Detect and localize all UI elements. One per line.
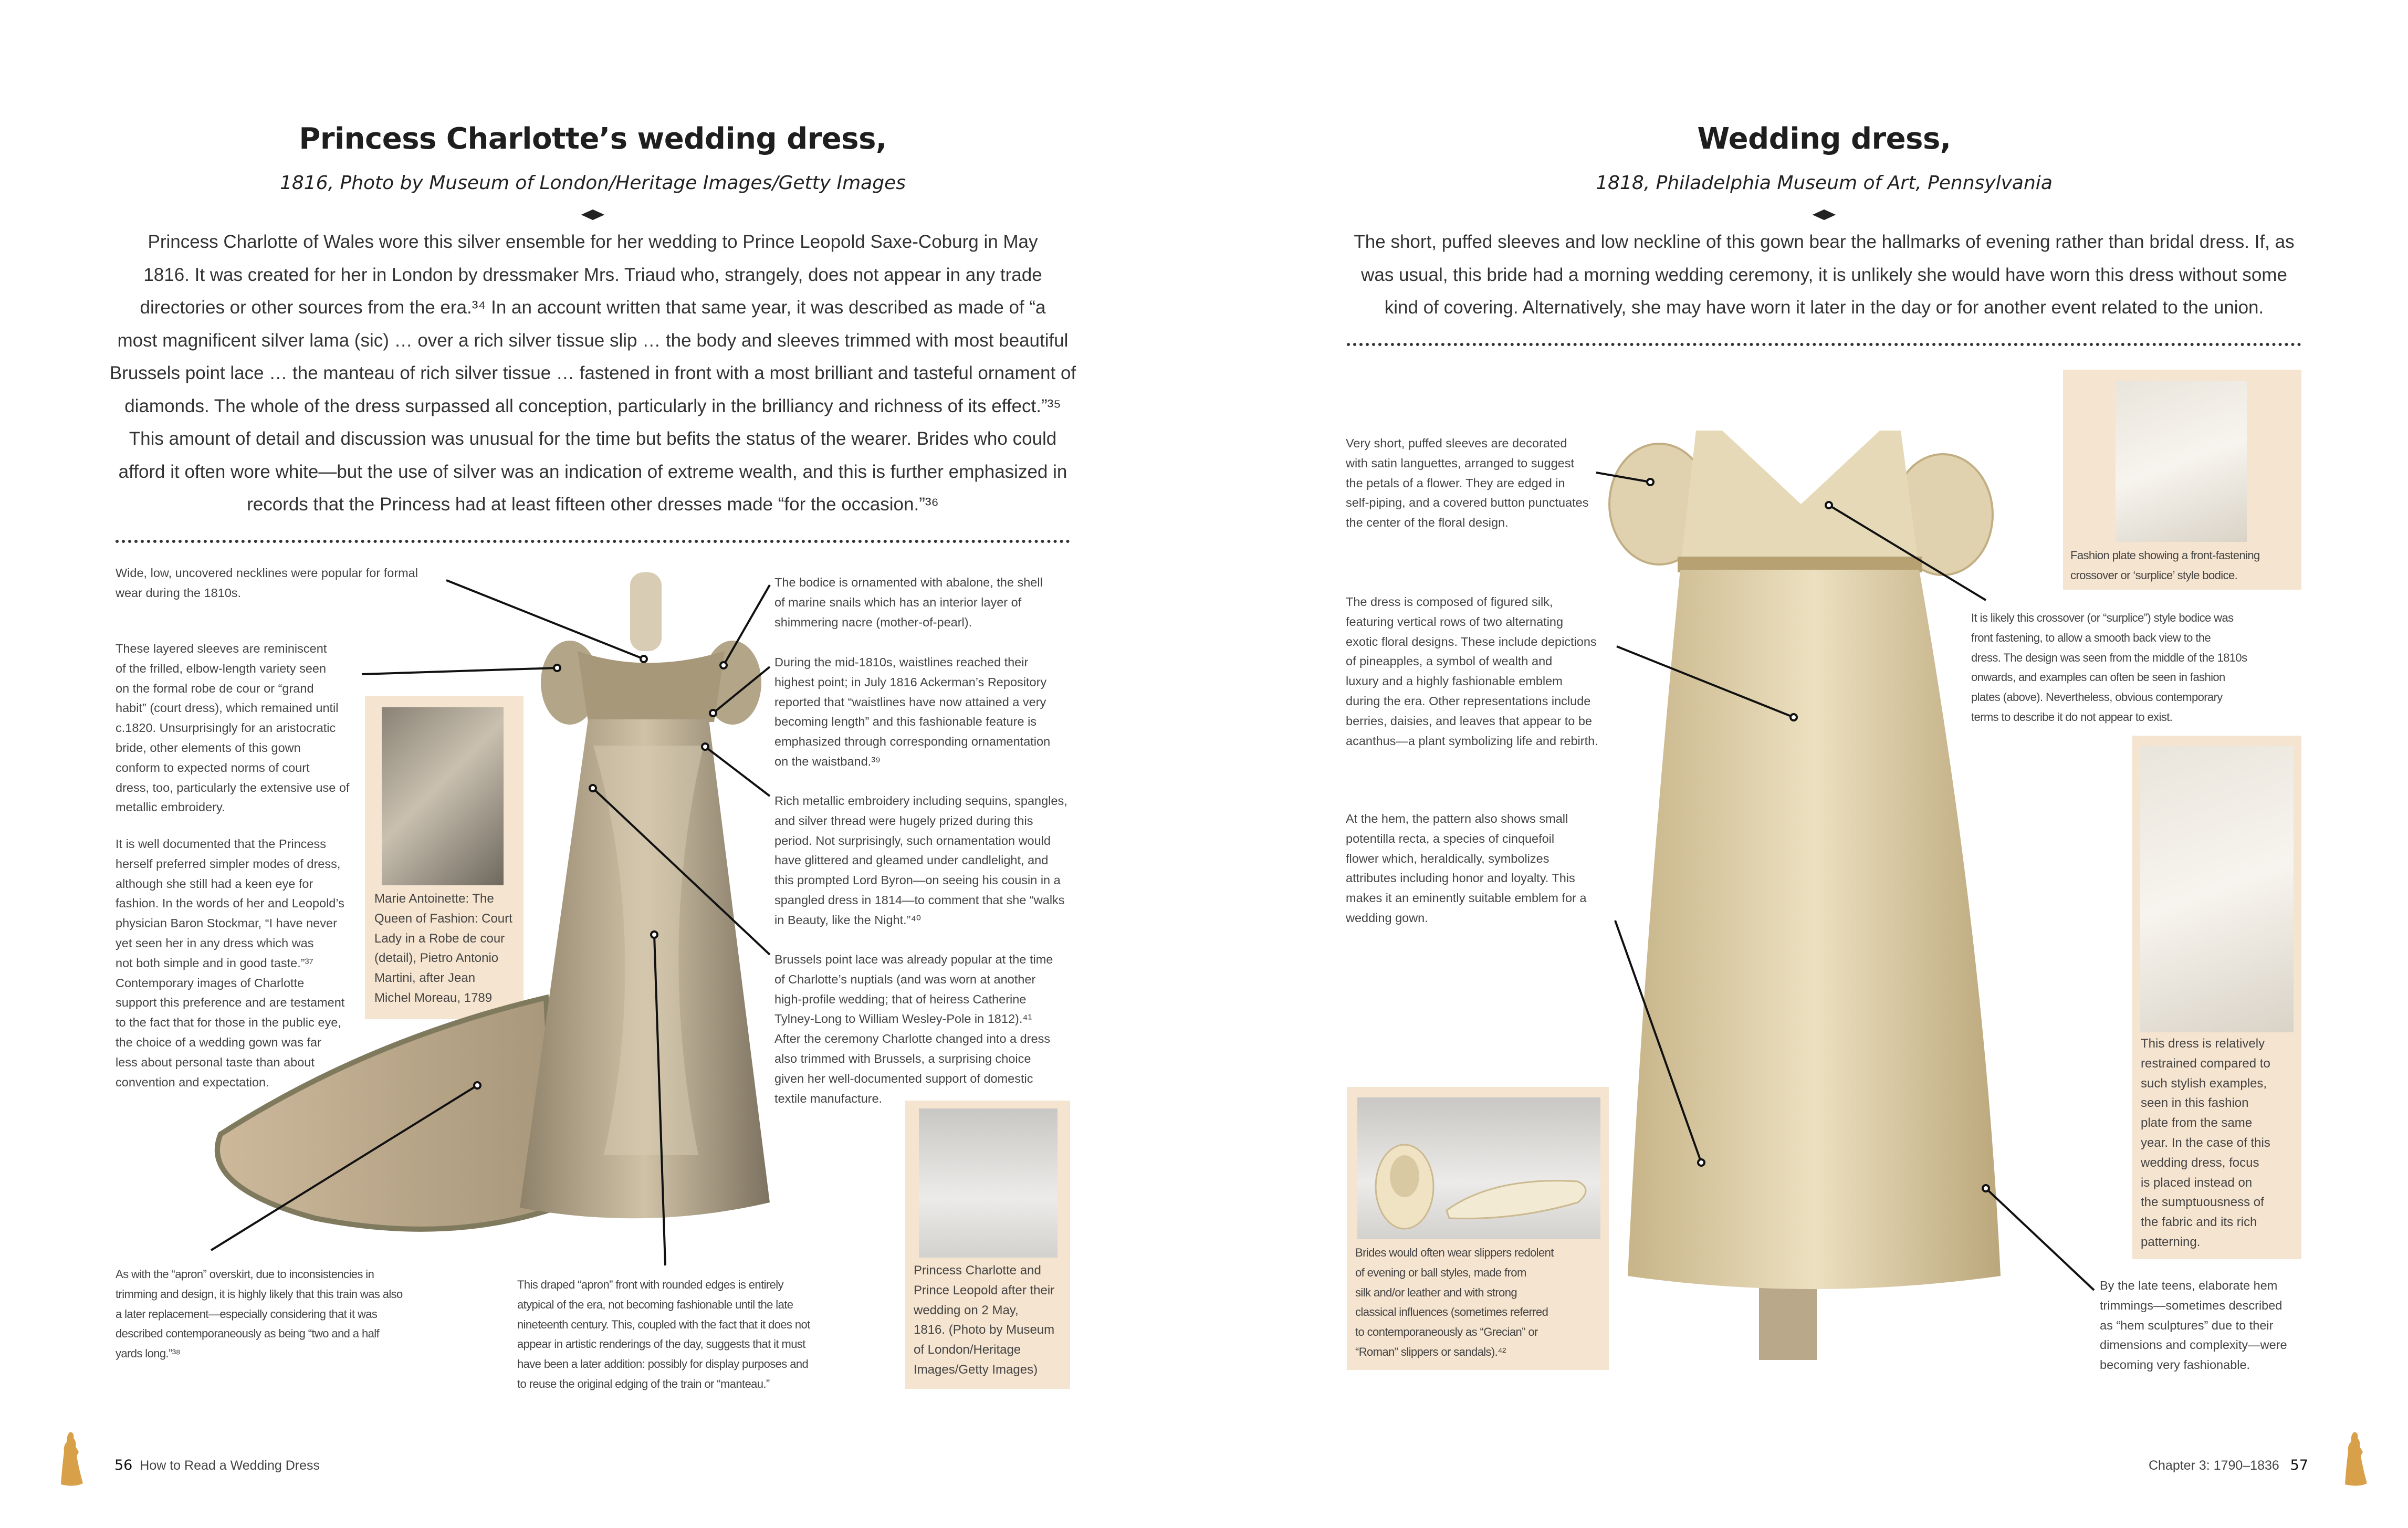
left-footer xyxy=(114,1457,320,1473)
text-line: most magnificent silver lama (sic) … over a rich silver tissue slip … the body and sleeves trimmed with most beautiful xyxy=(117,330,1069,351)
text-line: As with the “apron” overskirt, due to inconsistencies in xyxy=(116,1268,374,1281)
text-line: also trimmed with Brussels, a surprising choice xyxy=(774,1051,1031,1065)
text-line: not both simple and in good taste.”³⁷ xyxy=(116,956,313,970)
text-line: The dress is composed of figured silk, xyxy=(1346,595,1553,609)
page-number: 57 xyxy=(2290,1457,2308,1473)
text-line: appear in artistic renderings of the day, suggests that it must xyxy=(517,1337,805,1351)
page-number: 56 xyxy=(114,1457,133,1473)
text-line: It is well documented that the Princess xyxy=(116,837,327,851)
text-line: luxury and a highly fashionable emblem xyxy=(1346,674,1563,688)
text-line: terms to describe it do not appear to exist. xyxy=(1971,710,2173,724)
text-line: Very short, puffed sleeves are decorated xyxy=(1346,436,1567,450)
text-line: During the mid-1810s, waistlines reached their xyxy=(774,655,1029,669)
text-line: in Beauty, like the Night.”⁴⁰ xyxy=(774,913,922,927)
text-line: The short, puffed sleeves and low neckline of this gown bear the hallmarks of evening rather than bridal dress. If, as xyxy=(1354,232,2295,252)
text-line: year. In the case of this xyxy=(2141,1135,2270,1150)
text-line: of evening or ball styles, made from xyxy=(1355,1265,1526,1279)
text-line: Queen of Fashion: Court xyxy=(374,911,512,926)
text-line: Wide, low, uncovered necklines were popular for formal xyxy=(116,566,418,580)
text-line: records that the Princess had at least fifteen other dresses made “for the occasion.”³⁶ xyxy=(247,494,939,515)
text-line: At the hem, the pattern also shows small xyxy=(1346,812,1568,825)
text-line: have glittered and gleamed under candlelight, and xyxy=(774,853,1049,867)
text-line: is placed instead on xyxy=(2141,1175,2253,1190)
book-title: How to Read a Wedding Dress xyxy=(140,1458,320,1473)
text-line: on the formal robe de cour or “grand xyxy=(116,681,314,695)
text-line: diamonds. The whole of the dress surpassed all conception, particularly in the brilliancy and richness of its effect.”³⁵ xyxy=(124,395,1061,416)
text-line: plates (above). Nevertheless, obvious contemporary xyxy=(1971,690,2223,704)
text-line: patterning. xyxy=(2141,1234,2201,1249)
text-line: berries, daisies, and leaves that appear to be xyxy=(1346,714,1592,728)
text-line: to contemporaneously as “Grecian” or xyxy=(1355,1325,1538,1339)
text-line: to reuse the original edging of the train or “manteau.” xyxy=(517,1377,770,1390)
text-line: shimmering nacre (mother-of-pearl). xyxy=(774,615,972,629)
text-line: Contemporary images of Charlotte xyxy=(116,976,305,990)
text-line: self-piping, and a covered button punctuates xyxy=(1346,496,1589,510)
text-line: This draped “apron” front with rounded edges is entirely xyxy=(517,1278,783,1291)
text-line: although she still had a keen eye for xyxy=(116,876,313,891)
text-line: wear during the 1810s. xyxy=(116,585,242,600)
text-line: kind of covering. Alternatively, she may have worn it later in the day or for another event related to the union. xyxy=(1384,297,2264,318)
text-line: trimmings—sometimes described xyxy=(2100,1298,2283,1312)
text-line: the center of the floral design. xyxy=(1346,516,1509,530)
text-line: c.1820. Unsurprisingly for an aristocratic xyxy=(116,721,336,735)
text-line: with satin languettes, arranged to suggest xyxy=(1346,456,1575,470)
text-line: have been a later addition: possibly for display purposes and xyxy=(517,1357,809,1371)
text-line: dress, too, particularly the extensive use of xyxy=(116,780,350,794)
text-line: and silver thread were hugely prized during this xyxy=(774,813,1033,828)
text-line: to the fact that for those in the public eye, xyxy=(116,1016,341,1030)
text-line: such stylish examples, xyxy=(2141,1076,2267,1091)
text-line: reported that “waistlines have now attained a very xyxy=(774,695,1046,709)
text-line: The bodice is ornamented with abalone, the shell xyxy=(774,575,1043,589)
text-line: This dress is relatively xyxy=(2141,1037,2265,1051)
text-line: physician Baron Stockmar, “I have never xyxy=(116,916,337,930)
text-line: front fastening, to allow a smooth back view to the xyxy=(1971,631,2211,644)
text-line: of marine snails which has an interior layer of xyxy=(774,595,1022,609)
text-line: seen in this fashion xyxy=(2141,1096,2249,1111)
text-line: restrained compared to xyxy=(2141,1056,2270,1071)
text-line: of Charlotte’s nuptials (and was worn at another xyxy=(774,972,1036,986)
text-line: afford it often wore white—but the use of silver was an indication of extreme wealth, and this is further emphasized in xyxy=(118,461,1067,482)
text-line: By the late teens, elaborate hem xyxy=(2100,1279,2278,1292)
bride-silhouette-icon xyxy=(59,1431,84,1489)
text-line: becoming very fashionable. xyxy=(2100,1358,2250,1372)
text-line: support this preference and are testament xyxy=(116,996,345,1010)
text-line: dimensions and complexity—were xyxy=(2100,1338,2287,1352)
text-line: described contemporaneously as being “two and a half xyxy=(116,1327,380,1341)
right-footer xyxy=(2149,1457,2308,1473)
text-line: 1816. It was created for her in London by dressmaker Mrs. Triaud who, strangely, does not appear in any trade xyxy=(143,264,1042,285)
text-line: onwards, and examples can often be seen in fashion xyxy=(1971,671,2225,684)
text-line: (detail), Pietro Antonio xyxy=(374,951,499,966)
left-subtitle: 1816, Photo by Museum of London/Heritage Images/Getty Images xyxy=(279,172,906,194)
text-line: the choice of a wedding gown was far xyxy=(116,1035,321,1049)
text-line: highest point; in July 1816 Ackerman’s Repository xyxy=(774,675,1047,689)
text-line: After the ceremony Charlotte changed into a dress xyxy=(774,1032,1051,1046)
text-line: 1816. (Photo by Museum xyxy=(914,1323,1055,1337)
text-line: Images/Getty Images) xyxy=(914,1362,1038,1377)
text-line: Lady in a Robe de cour xyxy=(374,931,505,946)
text-line: bride, other elements of this gown xyxy=(116,740,301,755)
text-line: given her well-documented support of domestic xyxy=(774,1071,1033,1085)
text-line: the petals of a flower. They are edged in xyxy=(1346,476,1565,490)
text-line: period. Not surprisingly, such ornamentation would xyxy=(774,833,1051,847)
text-line: spangled dress in 1814—to comment that she “walks xyxy=(774,893,1065,907)
text-line: Rich metallic embroidery including sequins, spangles, xyxy=(774,794,1067,808)
text-line: of pineapples, a symbol of wealth and xyxy=(1346,654,1553,668)
text-line: fashion. In the words of her and Leopold’s xyxy=(116,896,344,910)
text-line: of the frilled, elbow-length variety seen xyxy=(116,661,327,675)
text-line: yet seen her in any dress which was xyxy=(116,936,314,950)
text-line: the sumptuousness of xyxy=(2141,1195,2264,1210)
text-line: emphasized through corresponding ornamentation xyxy=(774,735,1051,749)
text-line: Marie Antoinette: The xyxy=(374,892,494,906)
text-line: Brides would often wear slippers redolent xyxy=(1355,1246,1554,1259)
text-line: high-profile wedding; that of heiress Catherine xyxy=(774,992,1027,1006)
text-line: less about personal taste than about xyxy=(116,1055,315,1069)
text-line: habit” (court dress), which remained until xyxy=(116,701,339,715)
text-line: atypical of the era, not becoming fashionable until the late xyxy=(517,1297,793,1311)
text-line: exotic floral designs. These include depictions xyxy=(1346,634,1597,648)
text-line: yards long.”³⁸ xyxy=(116,1347,181,1360)
text-line: It is likely this crossover (or “surplice”) style bodice was xyxy=(1971,611,2234,624)
text-line: Fashion plate showing a front-fastening xyxy=(2070,549,2260,562)
text-line: the fabric and its rich xyxy=(2141,1215,2257,1230)
text-line: a later replacement—especially considering that it was xyxy=(116,1307,378,1321)
text-line: crossover or ‘surplice’ style bodice. xyxy=(2070,568,2238,582)
text-line: flower which, heraldically, symbolizes xyxy=(1346,851,1550,865)
text-line: was usual, this bride had a morning wedding ceremony, it is unlikely she would have worn this dress without some xyxy=(1361,264,2287,285)
text-line: Michel Moreau, 1789 xyxy=(374,990,493,1005)
text-line: conform to expected norms of court xyxy=(116,760,310,775)
text-line: These layered sleeves are reminiscent xyxy=(116,642,327,655)
text-line: this prompted Lord Byron—on seeing his cousin in a xyxy=(774,873,1061,887)
text-line: convention and expectation. xyxy=(116,1075,269,1089)
text-line: classical influences (sometimes referred xyxy=(1355,1305,1548,1319)
text-line: potentilla recta, a species of cinquefoil xyxy=(1346,831,1555,845)
text-line: makes it an eminently suitable emblem for a xyxy=(1346,891,1587,905)
right-subtitle: 1818, Philadelphia Museum of Art, Pennsylvania xyxy=(1596,172,2053,194)
text-line: Princess Charlotte and xyxy=(914,1263,1041,1278)
text-line: attributes including honor and loyalty. This xyxy=(1346,871,1575,885)
text-line: Martini, after Jean xyxy=(374,971,476,986)
text-line: wedding gown. xyxy=(1346,910,1428,925)
chapter-title: Chapter 3: 1790–1836 xyxy=(2148,1458,2279,1473)
left-title: Princess Charlotte’s wedding dress, xyxy=(299,122,887,156)
right-title: Wedding dress, xyxy=(1697,122,1951,156)
text-line: featuring vertical rows of two alternating xyxy=(1346,614,1564,629)
bride-silhouette-icon xyxy=(2343,1431,2368,1489)
text-line: Tylney-Long to William Wesley-Pole in 1812).⁴¹ xyxy=(774,1012,1032,1026)
text-line: dress. The design was seen from the middle of the 1810s xyxy=(1971,651,2247,664)
text-line: directories or other sources from the era.³⁴ In an account written that same year, it was described as made of “a xyxy=(140,297,1046,318)
text-line: silk and/or leather and with strong xyxy=(1355,1285,1517,1299)
text-line: Brussels point lace … the manteau of rich silver tissue … fastened in front with a most brilliant and tasteful ornament of xyxy=(109,363,1076,383)
text-line: becoming length” and this fashionable feature is xyxy=(774,715,1037,729)
text-line: plate from the same xyxy=(2141,1116,2253,1131)
text-line: “Roman” slippers or sandals).⁴² xyxy=(1355,1345,1506,1358)
text-line: during the era. Other representations include xyxy=(1346,694,1591,708)
text-line: textile manufacture. xyxy=(774,1091,883,1105)
text-line: metallic embroidery. xyxy=(116,800,225,814)
text-line: wedding dress, focus xyxy=(2141,1155,2259,1170)
text-line: as “hem sculptures” due to their xyxy=(2100,1318,2274,1332)
text-line: trimming and design, it is highly likely that this train was also xyxy=(116,1287,403,1301)
text-line: of London/Heritage xyxy=(914,1343,1021,1357)
text-line: on the waistband.³⁹ xyxy=(774,754,881,768)
text-line: wedding on 2 May, xyxy=(914,1303,1019,1317)
text-line: acanthus—a plant symbolizing life and rebirth. xyxy=(1346,734,1598,748)
text-line: Prince Leopold after their xyxy=(914,1283,1055,1297)
1818-gown-photo xyxy=(1609,431,2001,1360)
text-line: herself preferred simpler modes of dress, xyxy=(116,856,341,871)
text-line: Brussels point lace was already popular at the time xyxy=(774,953,1053,966)
text-line: Princess Charlotte of Wales wore this silver ensemble for her wedding to Prince Leopold Saxe-Coburg in May xyxy=(148,232,1038,252)
text-line: This amount of detail and discussion was unusual for the time but befits the status of the wearer. Brides who could xyxy=(129,428,1057,449)
text-line: nineteenth century. This, coupled with the fact that it does not xyxy=(517,1317,810,1331)
